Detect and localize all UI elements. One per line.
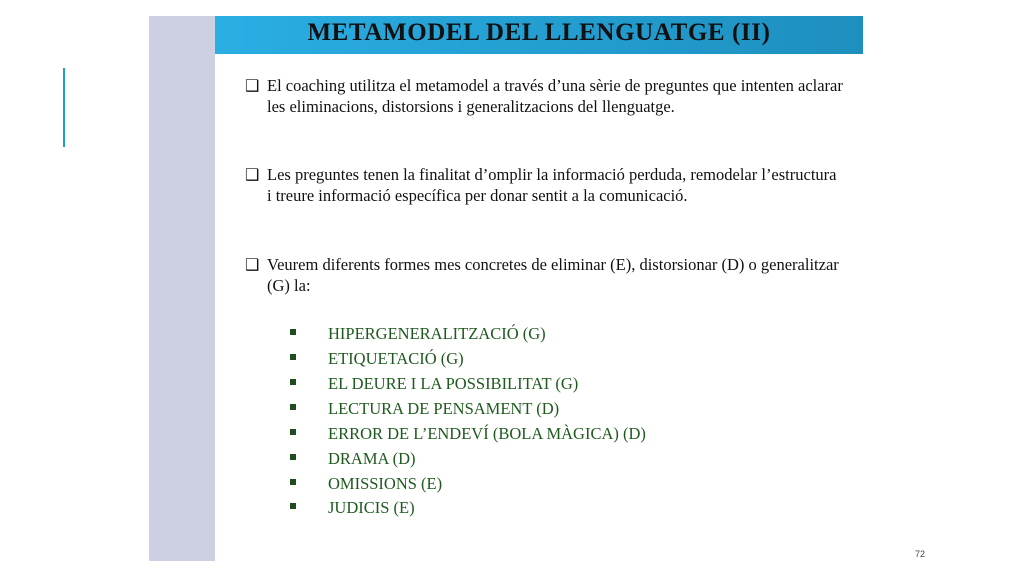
checkbox-bullet-icon: ❑ [245,255,260,274]
square-bullet-icon [290,429,296,435]
accent-line [63,68,65,147]
square-bullet-icon [290,379,296,385]
checkbox-bullet-icon: ❑ [245,76,260,95]
slide-title: METAMODEL DEL LLENGUATGE (II) [307,19,771,46]
square-bullet-icon [290,329,296,335]
page-number: 72 [915,549,926,559]
title-bar [215,16,863,54]
checkbox-bullet-icon: ❑ [245,165,260,184]
square-bullet-icon [290,354,296,360]
square-bullet-icon [290,454,296,460]
square-bullet-icon [290,479,296,485]
square-bullet-icon [290,503,296,509]
bullet-text: Veurem diferents formes mes concretes de eliminar (E), distorsionar (D) o generalitzar (G) la: [267,255,839,295]
left-decorative-band [149,16,215,561]
bullet-text: Les preguntes tenen la finalitat d’omplir la informació perduda, remodelar l’estructura i treure informació específica per donar sentit a la comunicació. [267,165,837,205]
square-bullet-icon [290,404,296,410]
bullet-text: El coaching utilitza el metamodel a través d’una sèrie de preguntes que intenten aclarar les eliminacions, distorsions i generalitzacions del llenguatge. [267,76,843,116]
